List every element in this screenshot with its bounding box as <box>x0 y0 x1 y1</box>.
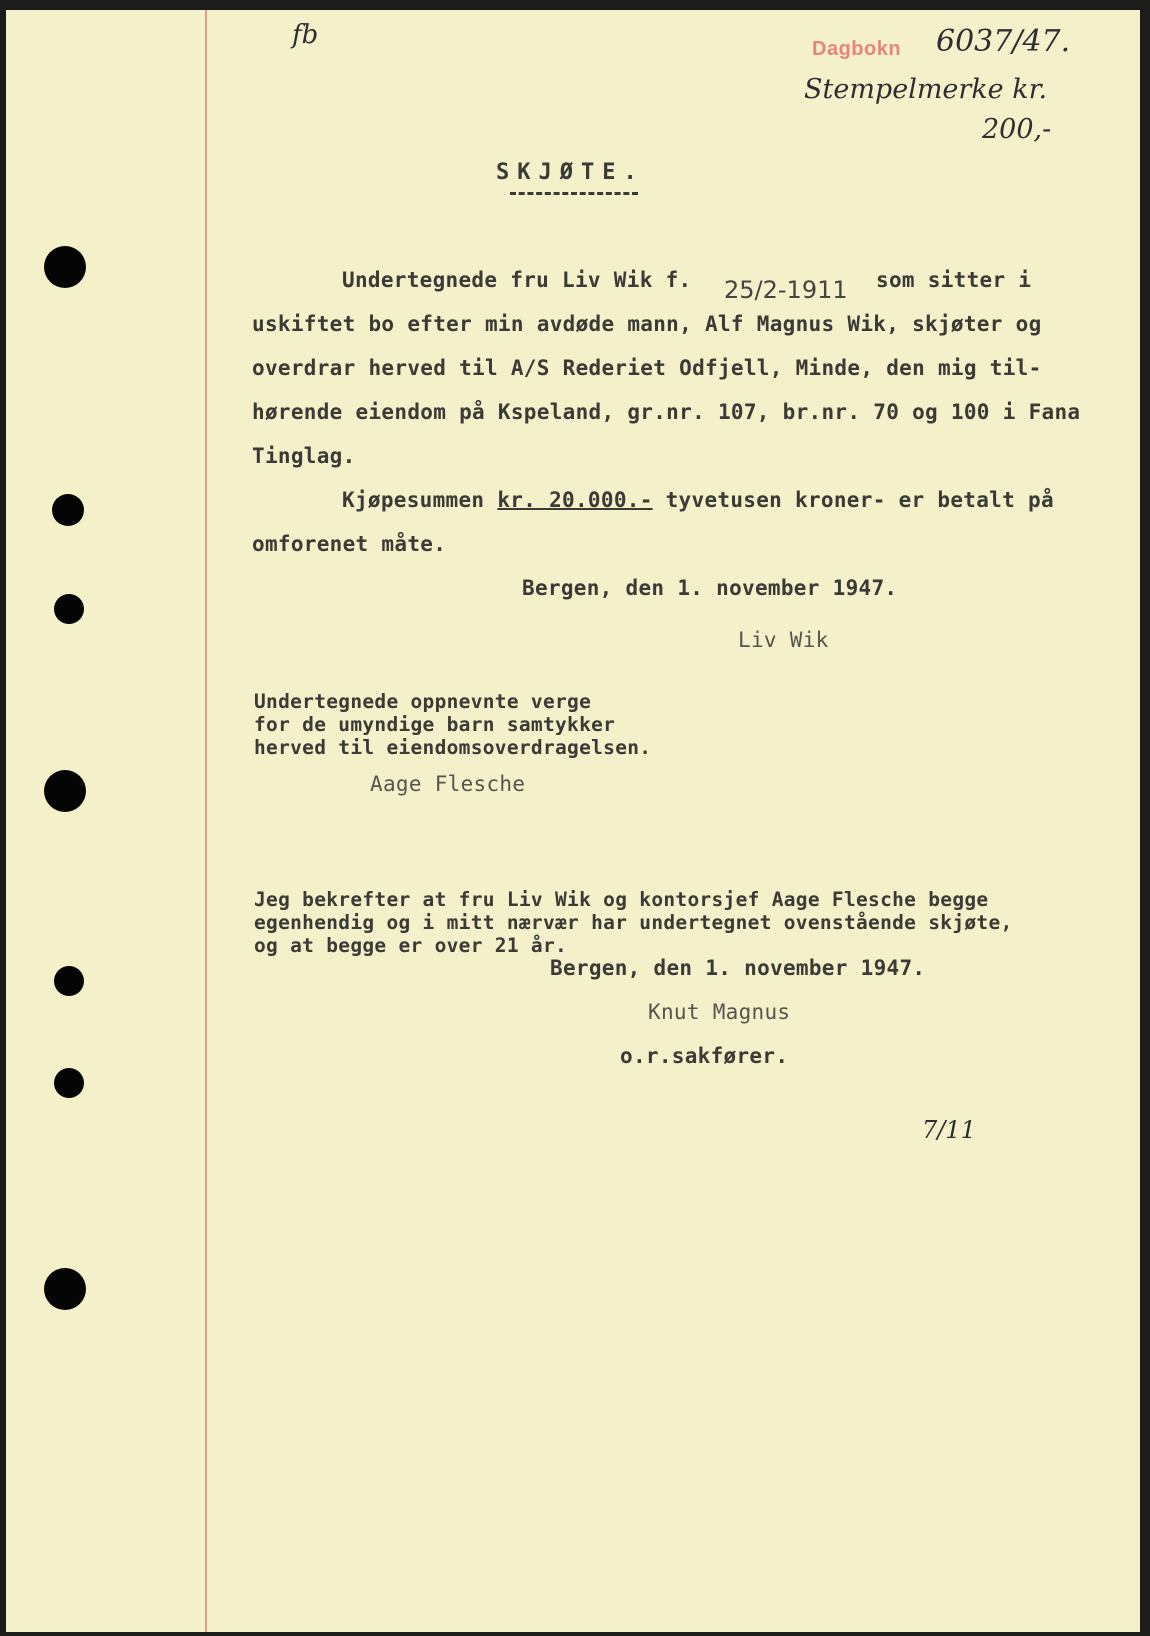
body-line: som sitter i <box>876 268 1032 292</box>
attestation-place-date: Bergen, den 1. november 1947. <box>550 956 926 980</box>
punch-hole <box>44 1268 86 1310</box>
attorney-title: o.r.sakfører. <box>620 1044 789 1068</box>
margin-rule <box>205 10 207 1632</box>
punch-hole <box>54 1068 84 1098</box>
body-line: omforenet måte. <box>252 532 447 556</box>
attestation-line: og at begge er over 21 år. <box>254 934 568 957</box>
stamp-duty-amount: 200,- <box>982 114 1052 145</box>
body-line <box>342 488 1054 512</box>
guardian-line: Undertegnede oppnevnte verge <box>254 690 592 713</box>
body-line <box>342 268 691 292</box>
seller-signature: Liv Wik <box>738 628 829 652</box>
body-text: Undertegnede fru Liv Wik f. <box>342 268 692 292</box>
register-number: 6037/47. <box>936 24 1071 59</box>
punch-hole <box>52 494 84 526</box>
guardian-signature: Aage Flesche <box>370 772 526 796</box>
body-line: Tinglag. <box>252 444 356 468</box>
document-page <box>6 10 1140 1632</box>
punch-hole <box>54 966 84 996</box>
document-title: SKJØTE. <box>496 160 645 185</box>
body-text: tyvetusen kroner- er betalt på <box>665 488 1054 512</box>
punch-hole <box>44 770 86 812</box>
guardian-line: herved til eiendomsoverdragelsen. <box>254 736 652 759</box>
body-line: uskiftet bo efter min avdøde mann, Alf Magnus Wik, skjøter og <box>252 312 1042 336</box>
title-underline <box>510 192 638 195</box>
body-line: overdrar herved til A/S Rederiet Odfjell, Minde, den mig til- <box>252 356 1042 380</box>
register-stamp: Dagbokn <box>812 38 902 60</box>
guardian-line: for de umyndige barn samtykker <box>254 713 616 736</box>
body-text: Kjøpesummen <box>342 488 485 512</box>
punch-hole <box>44 246 86 288</box>
body-line: hørende eiendom på Kspeland, gr.nr. 107, br.nr. 70 og 100 i Fana <box>252 400 1081 424</box>
corner-initials: fb <box>292 20 319 50</box>
birth-date: 25/2-1911 <box>724 276 848 304</box>
attestation-line: egenhendig og i mitt nærvær har undertegnet ovenstående skjøte, <box>254 911 1013 934</box>
attorney-signature: Knut Magnus <box>648 1000 791 1024</box>
purchase-amount: kr. 20.000.- <box>497 488 653 512</box>
attestation-line: Jeg bekrefter at fru Liv Wik og kontorsjef Aage Flesche begge <box>254 888 989 911</box>
punch-hole <box>54 594 84 624</box>
handwritten-mark: 7/11 <box>922 1116 976 1144</box>
place-date: Bergen, den 1. november 1947. <box>522 576 898 600</box>
stamp-duty-note: Stempelmerke kr. <box>804 74 1048 105</box>
